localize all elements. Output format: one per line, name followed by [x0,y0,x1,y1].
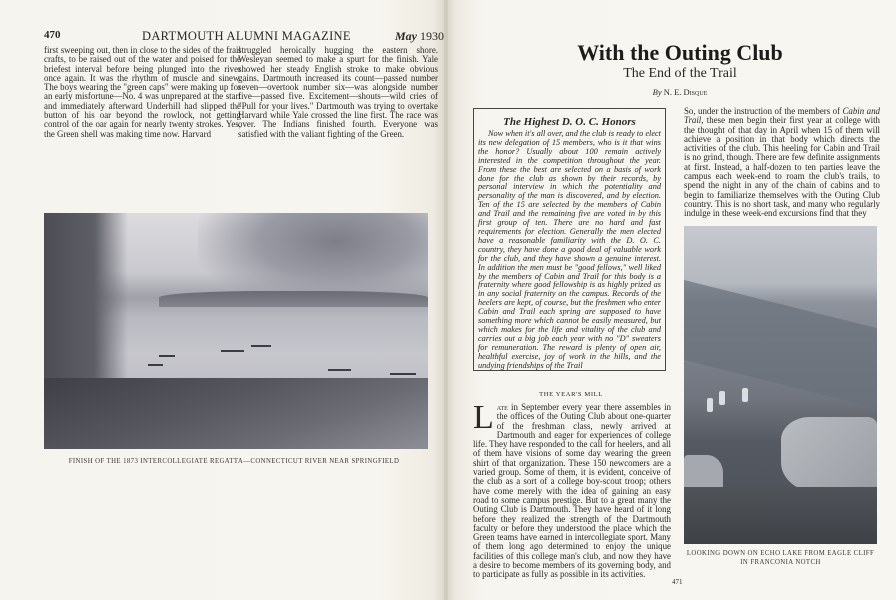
left-column-2: struggled heroically hugging the eastern shore. Wesleyan seemed to make a spurt for the finish. Yale showed her steady English stroke to make obvious gains. Dartmouth increased its count—passed number seven—overtook number six—was alongside number five—passed five. Excitement—shouts—wild cries of "Pull for your lives." Dartmouth was trying to overtake Harvard while Yale crossed the line first. The race was over. The Indians finished fourth. Everyone was satisfied with the valiant fighting of the Green. [238,45,438,139]
distant-hills [159,291,428,308]
crowd [44,378,428,449]
drop-cap: L [473,399,494,436]
article-title: With the Outing Club [577,40,783,65]
left-column-1: first sweeping out, then in close to the sides of the frail crafts, to be raised out of the water and poised for the briefest interval before being plunged into the river once again. It was the rhythm of muscle and sinew. The boys wearing the "green caps" were making up for an early misfortune—No. 4 was unprepared at the start and immediately afterward Underhill had slipped the button of his oar beyond the rowlock, not getting control of the oar again for nearly twenty strokes. Yes, the Green shell was making time now. Harvard [44,45,241,139]
section-heading: THE YEAR'S MILL [539,391,603,398]
page-gutter [444,0,448,600]
right-column-1 [473,399,671,580]
rowing-shell [148,364,163,366]
sidebar-title: The Highest D. O. C. Honors [503,116,636,128]
issue-date [395,29,444,44]
sidebar-box [473,108,666,371]
echo-lake-caption [684,550,877,568]
rowing-shell [251,345,270,347]
hiker-figure [707,398,713,412]
boulder [781,417,878,493]
byline [470,87,890,97]
byline-prefix: By [652,87,662,97]
mountain-ridge [684,280,877,417]
page-number-right: 471 [672,578,683,586]
right-column-2-text-b: , these men begin their first year at college with the thought of that day in April when 15 of them will achieve a position in that body which directs the activities of the club. This heeling for Cabin and Trail is no grind, though. There are few definite assignments at first. Instead, a half-dozen to ten parties leave the campus each week-end to roam the club's trails, to spend the night in any of the chain of cabins and to begin to familiarize themselves with the Outing Club country. This is no short task, and many who regularly indulge in these week-end excursions find that they [684,115,880,219]
right-column-2-text-a: So, under the instruction of the members of [684,106,843,116]
hiker-figure [719,391,725,405]
rowing-shell [390,373,417,375]
echo-caption-line-2: IN FRANCONIA NOTCH [740,558,821,566]
running-head [44,29,444,45]
rowing-shell [221,350,244,352]
lead-small-caps: ate [496,402,508,412]
author-name: N. E. Disque [663,87,708,97]
issue-year: 1930 [420,29,444,43]
brush [684,487,877,544]
article-subtitle: The End of the Trail [623,66,737,81]
page-number-left: 470 [44,29,61,41]
right-column-2-italic: Cabin and Trail [684,106,880,126]
regatta-caption: FINISH OF THE 1873 INTERCOLLEGIATE REGATTA—CONNECTICUT RIVER NEAR SPRINGFIELD [68,458,400,465]
rowing-shell [328,369,351,371]
echo-caption-line-1: LOOKING DOWN ON ECHO LAKE FROM EAGLE CLIFF [686,550,875,557]
rowing-shell [159,355,174,357]
regatta-illustration [44,213,428,449]
issue-month: May [395,29,417,43]
magazine-title: DARTMOUTH ALUMNI MAGAZINE [142,29,351,43]
hiker-figure [742,388,748,402]
right-column-2 [684,107,880,219]
echo-lake-photo [684,226,877,544]
right-column-1-text: in September every year there assembles in the offices of the Outing Club about one-quarter of the freshman class, newly arrived at Dartmouth and eager for experiences of college life. They have responded to the call for heelers, and all of them have visions of some day wearing the green shirt of that organization. These 150 newcomers are a varied group. Some of them, it is evident, conceive of the club as a sort of a college boy-scout troop; others have come merely with the idea of gaining an easy road to some campus prestige. But to a great many the Outing Club is Dartmouth. They have heard of it long before they realized the strength of the Dartmouth faculty or before they understood the place which the Green teams have earned in intercollegiate sport. Many of them long ago determined to enjoy the unique facilities of this college man's club, and now they have a desire to become members of its governing body, and to participate as fully as possible in its activities. [473,402,671,580]
sidebar-body: Now when it's all over, and the club is ready to elect its new delegation of 15 members, who is it that wins the honor? Usually about 100 remain actively interested in the competition throughout the year. From these the best are selected on a basis of work done for the club as shown by their records, by personal interview in which the potentiality and personality of the man is discovered, and by election. Ten of the 15 are selected by the members of Cabin and Trail and the remaining five are voted in by this first group of ten. There are no hard and fast requirements for election. Generally the men elected have a reasonable familiarity with the D. O. C. country, they have done a good deal of valuable work for the club, and they have shown a genuine interest. In addition the men must be "good fellows," well liked by the members of Cabin and Trail for this body is a fraternity where good fellowship is as highly prized as in any social fraternity on the campus. Records of the heelers are kept, of course, but the freshmen who enter Cabin and Trail each spring are supposed to have something more which cannot be easily measured, but which makes for the life and vitality of the club and carries out a big job each year with no "D" sweaters for remuneration. The reward is plenty of open air, healthful exercise, joy of work in the hills, and the undying friendships of the Trail [478,129,661,370]
